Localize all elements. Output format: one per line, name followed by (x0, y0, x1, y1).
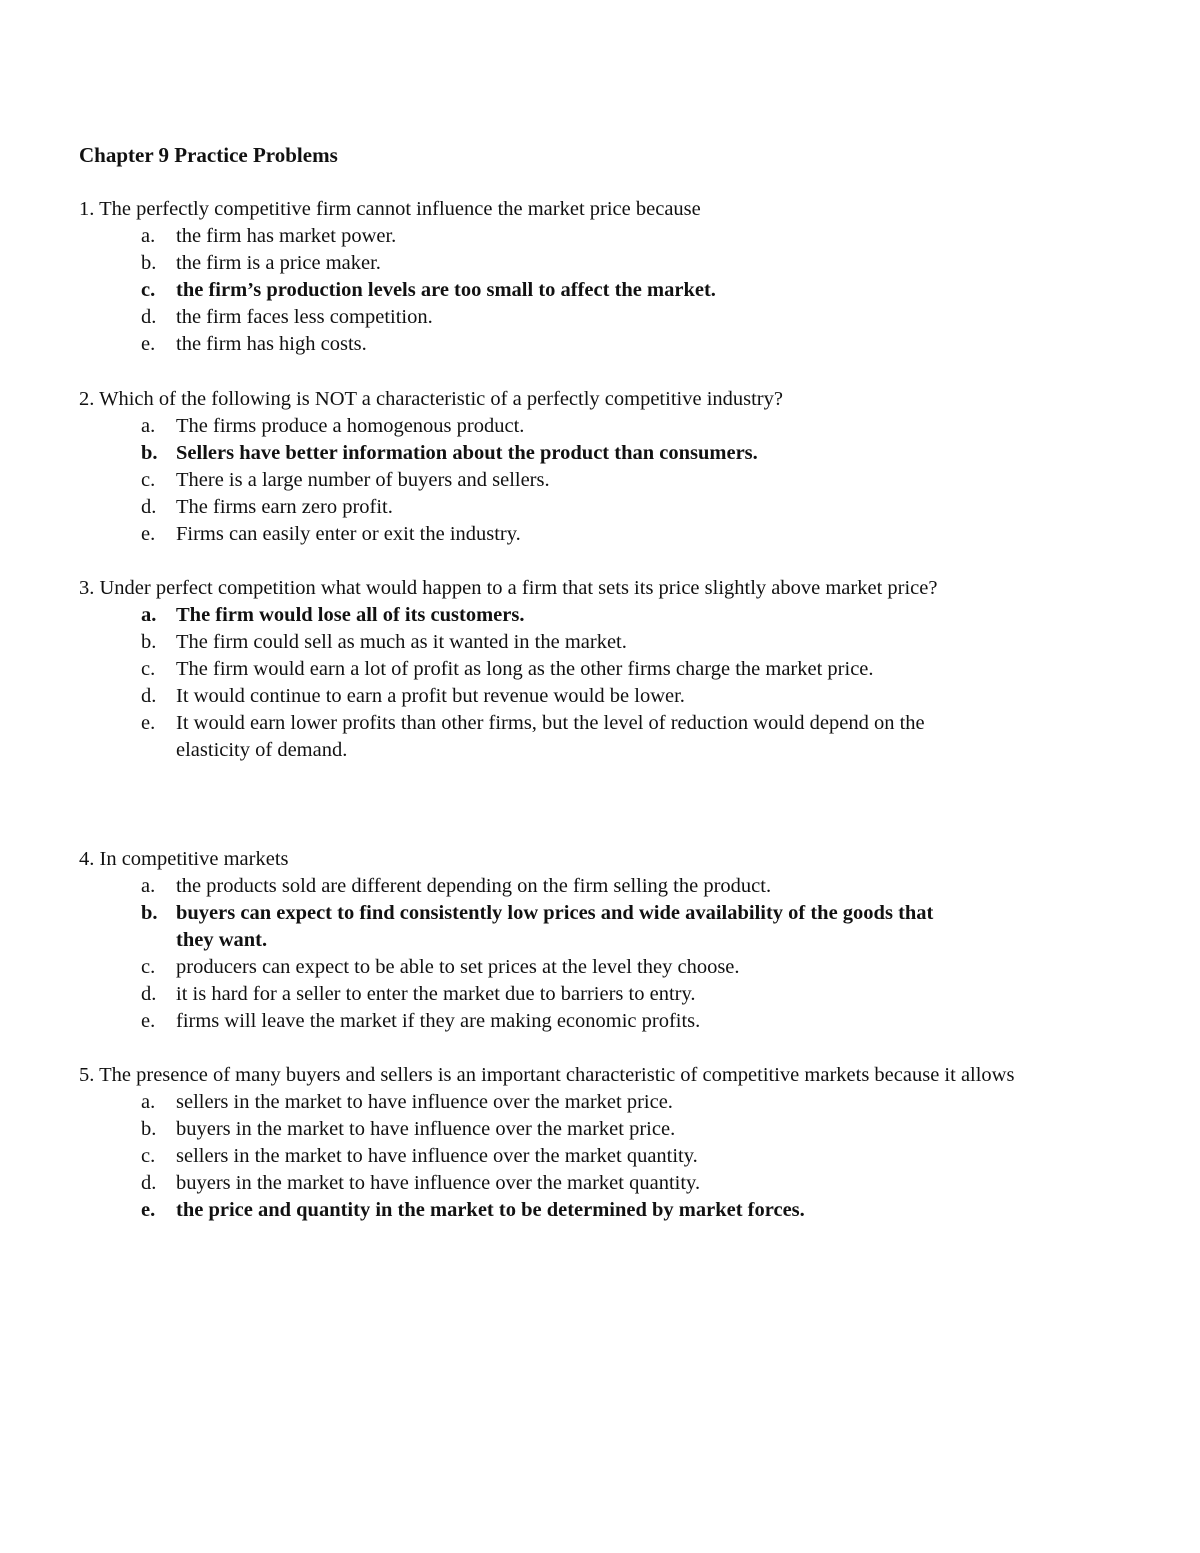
option-letter: a. (141, 604, 157, 626)
question-3 (79, 575, 1019, 764)
option-text: the firm is a price maker. (176, 252, 381, 274)
option-letter: d. (141, 983, 157, 1005)
answer-options (79, 413, 1019, 548)
correct-answer-option (79, 1197, 936, 1224)
answer-options (79, 873, 1019, 1035)
option-letter: e. (141, 523, 156, 545)
option-text: buyers in the market to have influence over the market quantity. (176, 1172, 701, 1194)
option-letter: d. (141, 496, 157, 518)
option-text: the price and quantity in the market to be determined by market forces. (176, 1199, 805, 1221)
option-text: The firm would earn a lot of profit as long as the other firms charge the market price. (176, 658, 874, 680)
option-text: producers can expect to be able to set prices at the level they choose. (176, 956, 740, 978)
question-4 (79, 846, 1019, 1035)
option-text: sellers in the market to have influence over the market price. (176, 1091, 673, 1113)
answer-option (79, 413, 936, 440)
answer-option (79, 1089, 936, 1116)
correct-answer-option (79, 277, 936, 304)
option-text: firms will leave the market if they are making economic profits. (176, 1010, 701, 1032)
option-letter: e. (141, 712, 156, 734)
option-letter: c. (141, 469, 156, 491)
question-stem: 5. The presence of many buyers and sellers is an important characteristic of competitive markets because it allows (79, 1064, 1015, 1086)
option-letter: d. (141, 685, 157, 707)
answer-option (79, 954, 936, 981)
option-text: It would continue to earn a profit but revenue would be lower. (176, 685, 685, 707)
option-letter: b. (141, 252, 157, 274)
answer-option (79, 331, 936, 358)
question-stem: 1. The perfectly competitive firm cannot influence the market price because (79, 198, 701, 220)
answer-option (79, 250, 936, 277)
option-letter: c. (141, 658, 156, 680)
answer-options (79, 223, 1019, 358)
option-letter: a. (141, 225, 156, 247)
option-letter: c. (141, 279, 156, 301)
option-text: There is a large number of buyers and sellers. (176, 469, 550, 491)
option-letter: c. (141, 956, 156, 978)
option-letter: e. (141, 1199, 156, 1221)
answer-option (79, 873, 936, 900)
answer-option (79, 1143, 936, 1170)
question-stem: 4. In competitive markets (79, 848, 289, 870)
answer-option (79, 304, 936, 331)
option-text: The firm would lose all of its customers. (176, 604, 525, 626)
answer-option (79, 223, 936, 250)
question-2 (79, 386, 1019, 548)
question-5 (79, 1062, 1019, 1224)
option-text: It would earn lower profits than other firms, but the level of reduction would depend on the elasticity of demand. (176, 712, 925, 761)
correct-answer-option (79, 602, 936, 629)
option-letter: e. (141, 1010, 156, 1032)
option-letter: b. (141, 1118, 157, 1140)
answer-option (79, 467, 936, 494)
option-text: Sellers have better information about the product than consumers. (176, 442, 758, 464)
answer-option (79, 494, 936, 521)
option-letter: b. (141, 631, 157, 653)
option-text: sellers in the market to have influence over the market quantity. (176, 1145, 698, 1167)
option-letter: a. (141, 1091, 156, 1113)
answer-options (79, 602, 1019, 764)
option-text: The firms earn zero profit. (176, 496, 393, 518)
page-title: Chapter 9 Practice Problems (79, 143, 338, 167)
option-text: buyers can expect to find consistently low prices and wide availability of the goods that they want. (176, 902, 934, 951)
answer-option (79, 683, 936, 710)
correct-answer-option (79, 900, 936, 954)
option-text: it is hard for a seller to enter the market due to barriers to entry. (176, 983, 696, 1005)
option-text: the firm has high costs. (176, 333, 367, 355)
answer-option (79, 710, 936, 764)
answer-option (79, 521, 936, 548)
option-text: The firm could sell as much as it wanted in the market. (176, 631, 627, 653)
question-stem: 2. Which of the following is NOT a characteristic of a perfectly competitive industry? (79, 388, 783, 410)
option-text: the firm faces less competition. (176, 306, 433, 328)
question-stem: 3. Under perfect competition what would happen to a firm that sets its price slightly above market price? (79, 577, 938, 599)
option-letter: d. (141, 306, 157, 328)
option-text: the products sold are different depending on the firm selling the product. (176, 875, 772, 897)
option-letter: d. (141, 1172, 157, 1194)
correct-answer-option (79, 440, 936, 467)
option-text: The firms produce a homogenous product. (176, 415, 525, 437)
option-text: the firm’s production levels are too small to affect the market. (176, 279, 716, 301)
answer-option (79, 1170, 936, 1197)
answer-option (79, 1008, 936, 1035)
question-1 (79, 196, 1019, 358)
option-letter: b. (141, 902, 158, 924)
option-text: Firms can easily enter or exit the industry. (176, 523, 521, 545)
option-letter: a. (141, 415, 156, 437)
option-text: the firm has market power. (176, 225, 397, 247)
answer-option (79, 1116, 936, 1143)
option-letter: e. (141, 333, 156, 355)
answer-options (79, 1089, 1019, 1224)
option-letter: a. (141, 875, 156, 897)
option-letter: b. (141, 442, 158, 464)
option-text: buyers in the market to have influence over the market price. (176, 1118, 676, 1140)
answer-option (79, 981, 936, 1008)
answer-option (79, 656, 936, 683)
answer-option (79, 629, 936, 656)
option-letter: c. (141, 1145, 156, 1167)
